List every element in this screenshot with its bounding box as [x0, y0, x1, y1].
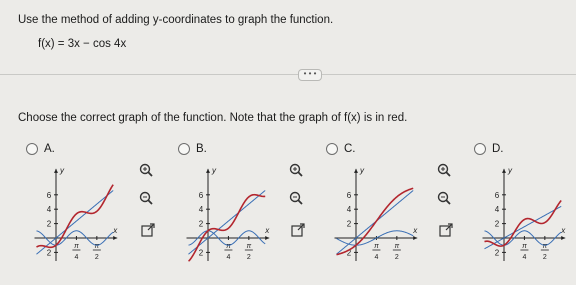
x-tick-label-pi: π	[522, 243, 527, 250]
popout-icon-glyph	[140, 222, 156, 238]
popout-icon-glyph	[290, 222, 306, 238]
x-axis-label: x	[265, 226, 270, 235]
option-d-radio[interactable]	[474, 143, 486, 155]
arrow-shape	[148, 224, 154, 230]
x-axis-arrow	[265, 236, 269, 240]
handle-shape	[148, 172, 152, 176]
y-tick-label-2: 2	[46, 219, 52, 229]
option-a-label: A.	[44, 142, 55, 155]
zoom-out-icon-glyph	[138, 190, 154, 206]
y-tick-label-2: 2	[46, 248, 52, 258]
x-tick-denominator: 2	[246, 254, 251, 261]
y-axis-arrow	[54, 169, 58, 173]
y-tick-label-6: 6	[46, 190, 52, 200]
option-b-radio[interactable]	[178, 143, 190, 155]
x-tick-denominator: 4	[74, 254, 79, 261]
y-axis-arrow	[502, 169, 506, 173]
option-b-graph	[178, 154, 278, 274]
x-tick-label-pi: π	[226, 243, 231, 250]
question-text: Choose the correct graph of the function. Note that the graph of f(x) is in red.	[18, 112, 408, 124]
y-tick-label-2: 2	[198, 219, 204, 229]
x-tick-label-pi: π	[94, 243, 100, 250]
y-tick-label-6: 6	[346, 190, 352, 200]
handle-shape	[446, 200, 450, 204]
x-tick-denominator: 2	[542, 254, 547, 261]
y-tick-label-2: 2	[346, 219, 352, 229]
option-b-label: B.	[196, 142, 207, 155]
zoom-in-icon-glyph	[138, 162, 154, 178]
x-axis-arrow	[113, 236, 117, 240]
y-tick-label-4: 4	[198, 205, 204, 215]
y-tick-label-2: 2	[494, 219, 500, 229]
popout-icon[interactable]	[438, 222, 454, 238]
y-axis-arrow	[354, 169, 358, 173]
handle-shape	[298, 200, 302, 204]
x-tick-denominator: 2	[94, 254, 99, 261]
arrow-shape	[446, 224, 452, 230]
y-axis-label: y	[60, 165, 64, 175]
x-tick-denominator: 4	[374, 254, 379, 261]
y-tick-label-2: 2	[346, 248, 352, 258]
y-tick-label-4: 4	[46, 205, 52, 215]
function-expression: f(x) = 3x − cos 4x	[38, 38, 127, 50]
option-d-label: D.	[492, 142, 504, 155]
zoom-out-icon-glyph	[436, 190, 452, 206]
x-tick-label-pi: π	[374, 243, 379, 250]
x-axis-arrow	[561, 236, 565, 240]
option-a-graph	[26, 154, 126, 274]
popout-icon[interactable]	[290, 222, 306, 238]
zoom-out-icon-glyph	[288, 190, 304, 206]
x-axis-label: x	[561, 226, 566, 235]
x-axis-label: x	[113, 226, 118, 235]
zoom-in-icon[interactable]	[288, 162, 304, 178]
zoom-out-icon[interactable]	[436, 190, 452, 206]
zoom-in-icon[interactable]	[138, 162, 154, 178]
zoom-in-icon-glyph	[288, 162, 304, 178]
y-tick-label-6: 6	[198, 190, 204, 200]
y-tick-label-2: 2	[494, 248, 500, 258]
y-axis-label: y	[508, 165, 512, 175]
y-tick-label-4: 4	[494, 205, 500, 215]
y-tick-label-4: 4	[346, 205, 352, 215]
y-axis-arrow	[206, 169, 210, 173]
handle-shape	[446, 172, 450, 176]
x-axis-label: x	[413, 226, 418, 235]
x-tick-label-pi: π	[394, 243, 400, 250]
x-tick-denominator: 4	[226, 254, 231, 261]
y-tick-label-6: 6	[494, 190, 500, 200]
popout-icon-glyph	[438, 222, 454, 238]
expand-button[interactable]: • • •	[298, 69, 322, 81]
zoom-in-icon[interactable]	[436, 162, 452, 178]
handle-shape	[148, 200, 152, 204]
option-d-graph	[474, 154, 574, 274]
y-axis-label: y	[212, 165, 216, 175]
arrow-shape	[298, 224, 304, 230]
x-tick-label-pi: π	[74, 243, 79, 250]
option-c-graph	[326, 154, 426, 274]
section-divider	[0, 74, 576, 75]
zoom-in-icon-glyph	[436, 162, 452, 178]
x-tick-label-pi: π	[542, 243, 548, 250]
x-tick-label-pi: π	[246, 243, 252, 250]
zoom-out-icon[interactable]	[138, 190, 154, 206]
option-a-radio[interactable]	[26, 143, 38, 155]
x-axis-arrow	[413, 236, 417, 240]
y-tick-label-2: 2	[198, 248, 204, 258]
zoom-out-icon[interactable]	[288, 190, 304, 206]
option-c-radio[interactable]	[326, 143, 338, 155]
instruction-text: Use the method of adding y-coordinates to graph the function.	[18, 14, 334, 26]
option-c-label: C.	[344, 142, 356, 155]
popout-icon[interactable]	[140, 222, 156, 238]
x-tick-denominator: 2	[394, 254, 399, 261]
handle-shape	[298, 172, 302, 176]
x-tick-denominator: 4	[522, 254, 527, 261]
y-axis-label: y	[360, 165, 364, 175]
